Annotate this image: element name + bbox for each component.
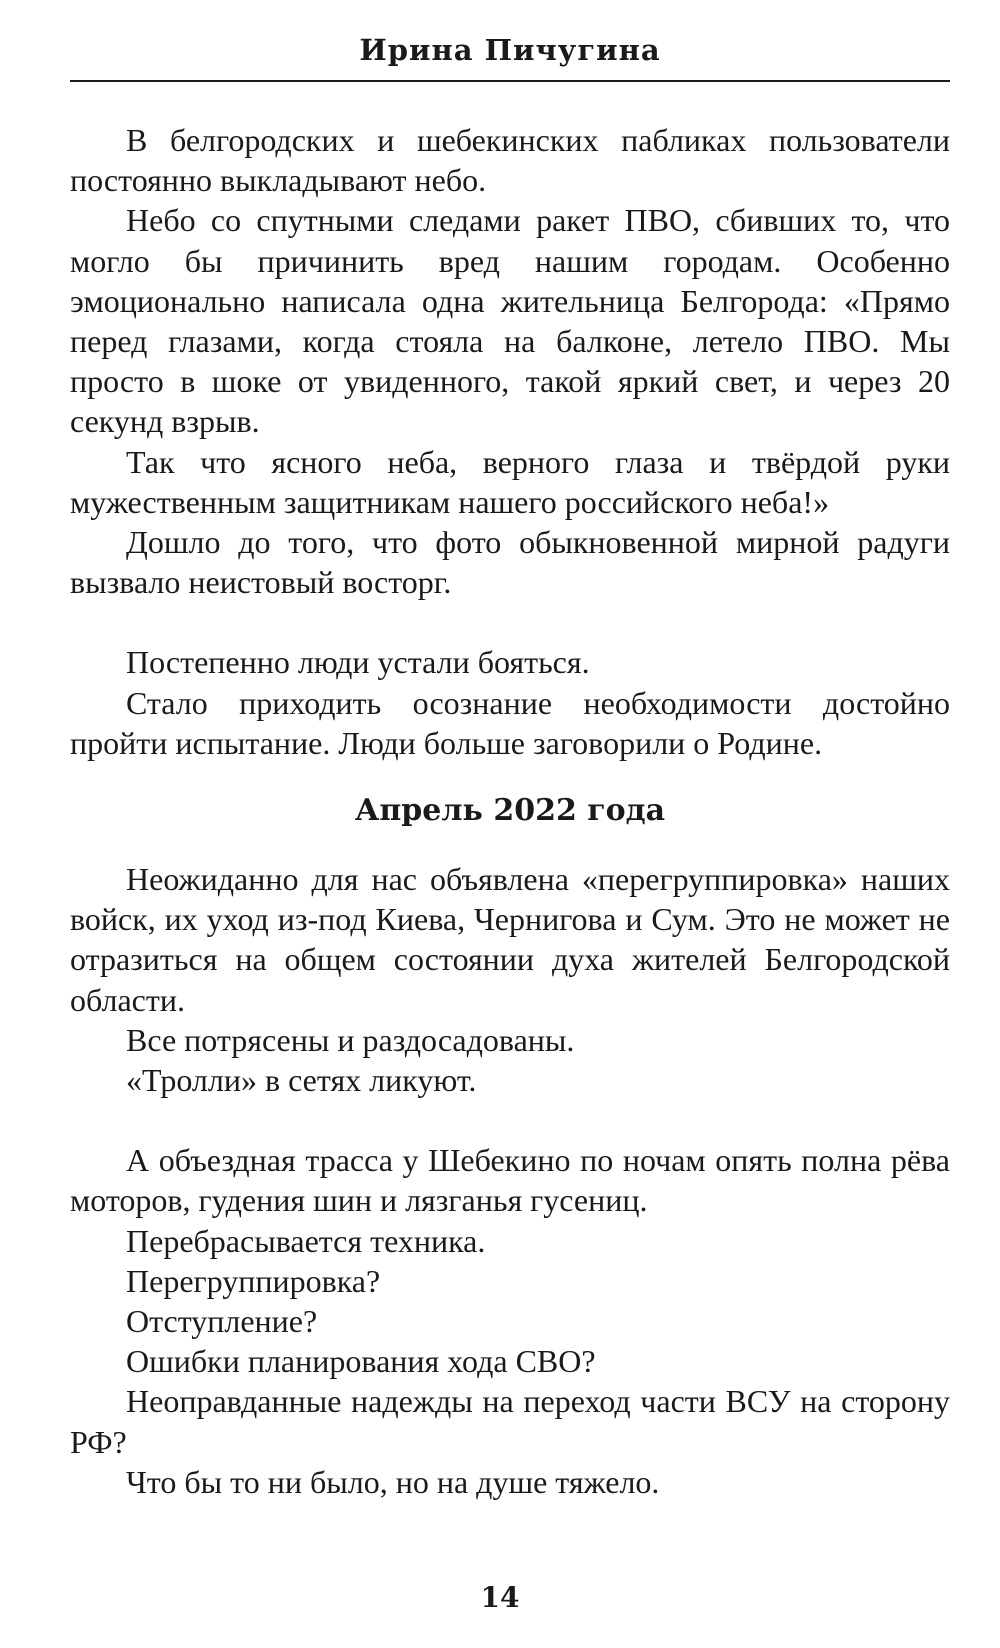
paragraph: Все потрясены и раздосадованы. <box>126 1021 575 1058</box>
paragraph: В белгородских и шебекинских пабликах пользователи постоянно выкладывают небо. <box>70 122 950 199</box>
paragraph: Постепенно люди устали бояться. <box>126 644 590 681</box>
paragraph: Неожиданно для нас объявлена «перегруппировка» наших войск, их уход из-под Киева, Чернигова и Сум. Это не может не отразиться на общем состоянии духа жителей Белгородской области. <box>70 861 950 1018</box>
section-break <box>70 1100 950 1140</box>
paragraph: Неоправданные надежды на переход части ВСУ на сторону РФ? <box>70 1383 950 1460</box>
page-number: 14 <box>480 1581 520 1614</box>
page-body <box>70 120 950 1502</box>
paragraph: Перебрасывается техника. <box>126 1222 486 1259</box>
paragraph: А объездная трасса у Шебекино по ночам опять полна рёва моторов, гудения шин и лязганья гусениц. <box>70 1142 950 1219</box>
paragraph: «Тролли» в сетях ликуют. <box>126 1062 477 1099</box>
section-break <box>70 602 950 642</box>
paragraph: Небо со спутными следами ракет ПВО, сбивших то, что могло бы причинить вред нашим городам. Особенно эмоционально написала одна жительница Белгорода: «Прямо перед глазами, когда стояла на балконе, летело ПВО. Мы просто в шоке от увиденного, такой яркий свет, и через 20 секунд взрыв. <box>70 202 950 440</box>
paragraph: Так что ясного неба, верного глаза и твёрдой руки мужественным защитникам нашего российского неба!» <box>70 443 950 520</box>
header-rule <box>70 80 950 82</box>
paragraph: Дошло до того, что фото обыкновенной мирной радуги вызвало неистовый восторг. <box>70 524 950 601</box>
paragraph: Перегруппировка? <box>126 1262 381 1299</box>
paragraph: Что бы то ни было, но на душе тяжело. <box>126 1463 660 1500</box>
running-header-author: Ирина Пичугина <box>359 33 661 67</box>
paragraph: Ошибки планирования хода СВО? <box>126 1343 596 1380</box>
paragraph: Отступление? <box>126 1303 318 1340</box>
section-heading: Апрель 2022 года <box>354 793 666 829</box>
paragraph: Стало приходить осознание необходимости достойно пройти испытание. Люди больше заговорили о Родине. <box>70 684 950 761</box>
